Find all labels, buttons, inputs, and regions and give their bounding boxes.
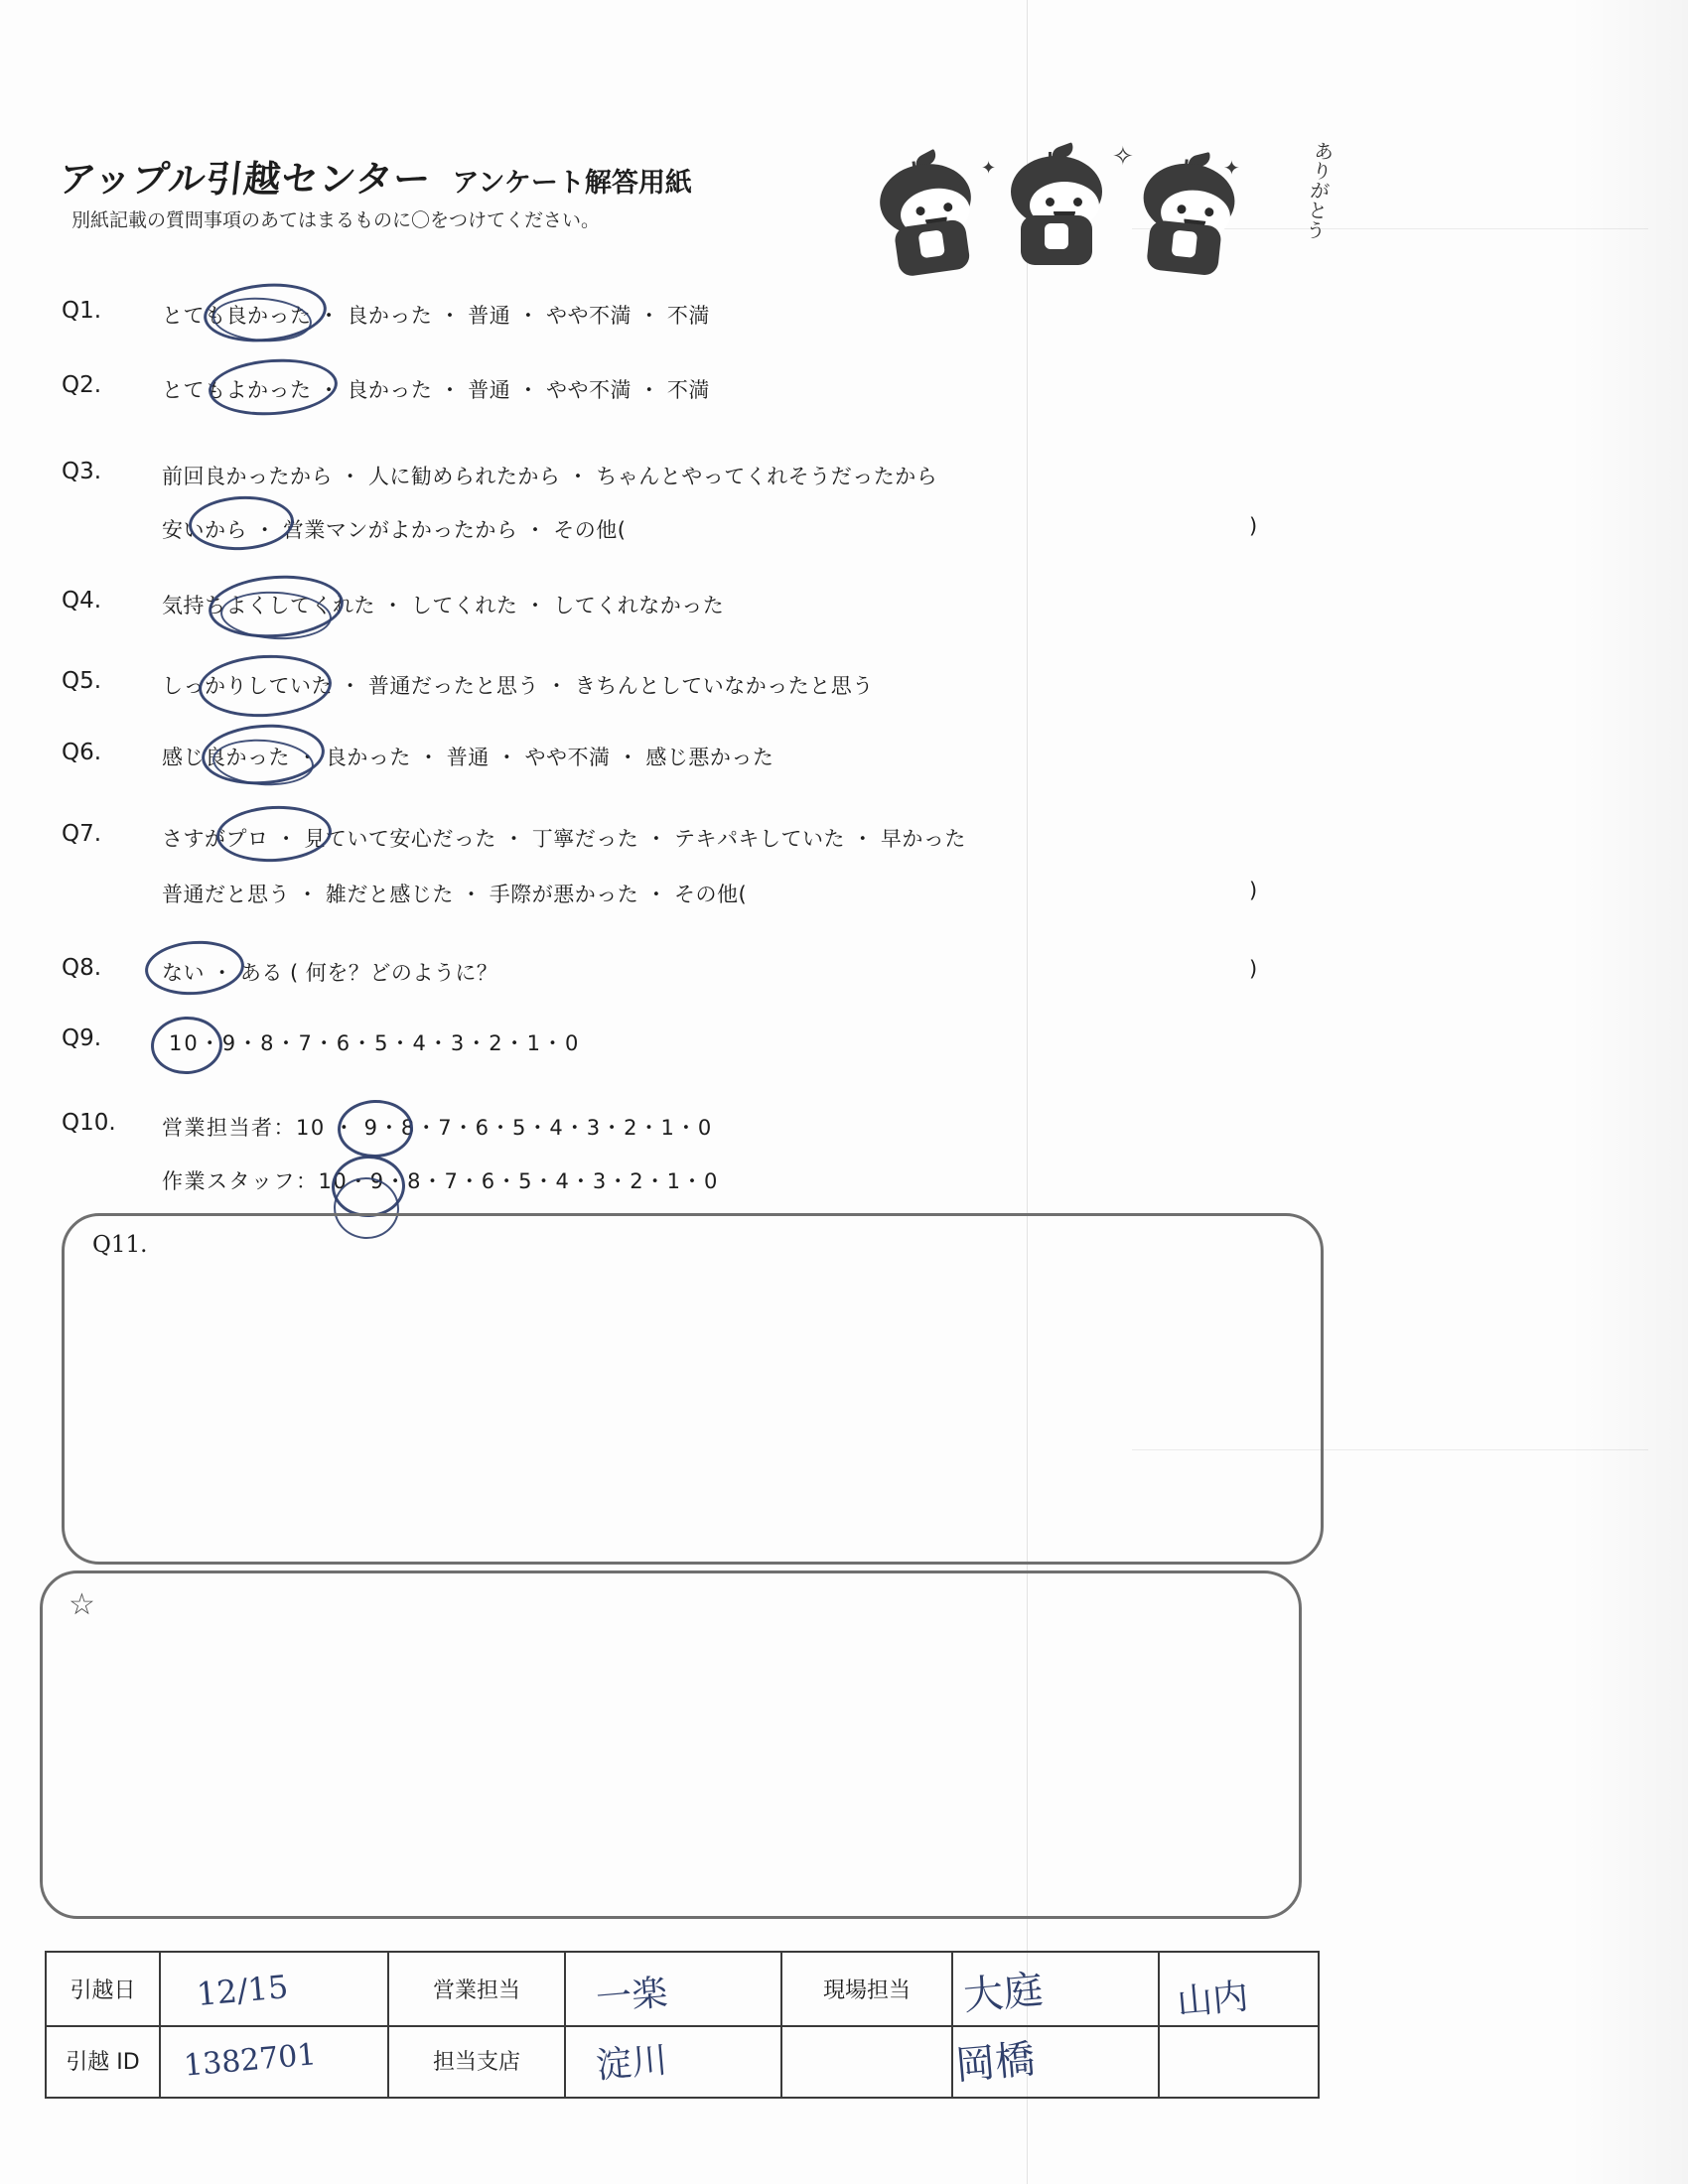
label-sales-rep: 営業担当: [389, 1953, 566, 2025]
label-moving-id: 引越 ID: [47, 2025, 161, 2098]
handwriting-sales-rep: 一楽: [594, 1972, 669, 2020]
question-options-q5: しっかりしていた ・ 普通だったと思う ・ きちんとしていなかったと思う: [162, 674, 874, 698]
question-label-q5: Q5.: [62, 668, 102, 694]
question-label-q8: Q8.: [62, 955, 102, 981]
question-label-q7: Q7.: [62, 821, 102, 847]
value-site-rep-empty[interactable]: [1160, 2025, 1314, 2098]
comment-box-star[interactable]: [40, 1570, 1302, 1919]
label-site-rep-spacer: [782, 2025, 953, 2098]
question-scale-q10-staff: 作業スタッフ：10・9・8・7・6・5・4・3・2・1・0: [162, 1169, 719, 1193]
mascot-illustration: [874, 134, 1340, 293]
sparkle-icon: ✦: [1223, 156, 1240, 180]
question-label-q10: Q10.: [62, 1110, 116, 1136]
star-icon: ☆: [69, 1587, 95, 1622]
comment-box-q11-label: Q11.: [92, 1232, 148, 1258]
handwriting-site-rep-2: 山内: [1175, 1976, 1250, 2024]
sparkle-icon: ✦: [981, 158, 997, 179]
comment-box-q11[interactable]: [62, 1213, 1324, 1565]
label-branch: 担当支店: [389, 2025, 566, 2098]
brand-name: アップル引越センター: [57, 158, 434, 201]
question-label-q9: Q9.: [62, 1025, 102, 1051]
handwriting-site-rep-1: 大庭: [961, 1967, 1046, 2020]
question-options-q3-line1: 前回良かったから ・ 人に勧められたから ・ ちゃんとやってくれそうだったから: [162, 465, 938, 488]
scan-shadow: [1569, 0, 1688, 2184]
question-label-q3: Q3.: [62, 459, 102, 484]
page-title: [57, 149, 692, 203]
question-label-q1: Q1.: [62, 298, 102, 324]
question-options-q1: とても良かった ・ 良かった ・ 普通 ・ やや不満 ・ 不満: [162, 304, 710, 328]
question-label-q2: Q2.: [62, 372, 102, 398]
question-scale-q10-sales: 営業担当者：10 ・ 9・8・7・6・5・4・3・2・1・0: [162, 1116, 713, 1140]
question-options-q7-line2: 普通だと思う ・ 雑だと感じた ・ 手際が悪かった ・ その他(: [162, 883, 748, 906]
question-options-q8: ない ・ ある ( 何を？どのように？: [162, 961, 498, 985]
question-q3-paren-close: ): [1249, 514, 1258, 538]
question-options-q2: とてもよかった ・ 良かった ・ 普通 ・ やや不満 ・ 不満: [162, 378, 710, 402]
apple-mascot-icon: [1003, 144, 1112, 268]
handwriting-branch: 淀川: [594, 2039, 669, 2088]
thanks-text: ありがとう: [1301, 139, 1336, 241]
handwriting-moving-id: 1382701: [182, 2037, 318, 2084]
question-options-q4: 気持ちよくしてくれた ・ してくれた ・ してくれなかった: [162, 594, 725, 617]
question-options-q3-line2: 安いから ・ 営業マンがよかったから ・ その他(: [162, 518, 627, 542]
question-q7-paren-close: ): [1249, 879, 1258, 902]
question-label-q4: Q4.: [62, 588, 102, 614]
form-subtitle: アンケート解答用紙: [452, 168, 692, 199]
question-label-q6: Q6.: [62, 740, 102, 765]
question-options-q6: 感じ良かった ・ 良かった ・ 普通 ・ やや不満 ・ 感じ悪かった: [162, 746, 774, 769]
sparkle-icon: ✧: [1112, 142, 1134, 172]
question-options-q7-line1: さすがプロ ・ 見ていて安心だった ・ 丁寧だった ・ テキパキしていた ・ 早かった: [162, 827, 966, 851]
label-moving-date: 引越日: [47, 1953, 161, 2025]
label-site-rep: 現場担当: [782, 1953, 953, 2025]
apple-mascot-icon: [866, 145, 991, 283]
handwriting-site-rep-3: 岡橋: [953, 2036, 1038, 2090]
handwriting-moving-date: 12/15: [195, 1968, 290, 2013]
question-scale-q9: 10・9・8・7・6・5・4・3・2・1・0: [169, 1031, 581, 1055]
question-q8-paren-close: ): [1249, 957, 1258, 981]
instruction-text: 別紙記載の質問事項のあてはまるものに〇をつけてください。: [71, 209, 601, 231]
